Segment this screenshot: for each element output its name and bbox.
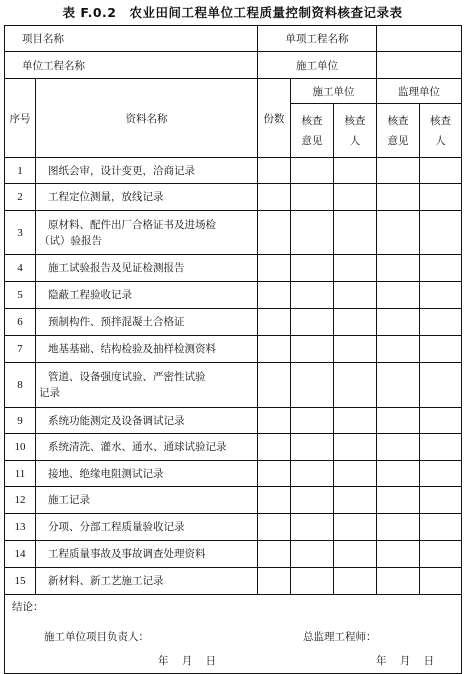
row-copies[interactable] [258, 434, 291, 461]
row-doc-name: 原材料、配件出厂合格证书及进场检 （试）验报告 [36, 211, 258, 255]
construction-unit-value[interactable] [377, 52, 462, 79]
table-row [5, 487, 462, 514]
row-supervision-opinion[interactable] [377, 363, 420, 408]
table-row [5, 408, 462, 434]
col-copies: 份数 [258, 79, 291, 158]
conclusion-label: 结论： [12, 601, 44, 613]
table-row [5, 158, 462, 184]
footer-cell [5, 595, 462, 674]
row-copies[interactable] [258, 408, 291, 434]
supervisor-date-label: 年 月 日 [376, 655, 435, 667]
row-construction-opinion[interactable] [291, 184, 334, 211]
table-row [5, 434, 462, 461]
row-number: 9 [5, 408, 36, 434]
sub-project-label: 单项工程名称 [258, 26, 377, 52]
row-number: 14 [5, 541, 36, 568]
col-supervision-checker: 核查 人 [420, 104, 462, 158]
col-seq: 序号 [5, 79, 36, 158]
row-number: 12 [5, 487, 36, 514]
row-construction-opinion[interactable] [291, 434, 334, 461]
row-construction-checker[interactable] [334, 434, 377, 461]
construction-lead-label: 施工单位项目负责人： [44, 631, 149, 643]
row-copies[interactable] [258, 211, 291, 255]
row-supervision-opinion[interactable] [377, 568, 420, 595]
header-row-project [5, 26, 462, 52]
row-construction-checker[interactable] [334, 336, 377, 363]
row-copies[interactable] [258, 568, 291, 595]
table-row [5, 461, 462, 487]
row-construction-checker[interactable] [334, 487, 377, 514]
header-row-unit [5, 52, 462, 79]
chief-supervisor-label: 总监理工程师： [303, 631, 377, 643]
row-copies[interactable] [258, 514, 291, 541]
row-copies[interactable] [258, 158, 291, 184]
row-construction-checker[interactable] [334, 408, 377, 434]
row-construction-checker[interactable] [334, 255, 377, 282]
row-supervision-checker[interactable] [420, 568, 462, 595]
row-copies[interactable] [258, 541, 291, 568]
row-supervision-checker[interactable] [420, 184, 462, 211]
row-construction-checker[interactable] [334, 184, 377, 211]
footer-row [5, 595, 462, 674]
row-doc-name: 新材料、新工艺施工记录 [36, 568, 258, 595]
row-construction-opinion[interactable] [291, 255, 334, 282]
row-number: 7 [5, 336, 36, 363]
row-supervision-checker[interactable] [420, 434, 462, 461]
row-copies[interactable] [258, 336, 291, 363]
quality-control-table [4, 25, 462, 674]
row-supervision-opinion[interactable] [377, 309, 420, 336]
row-doc-name: 施工试验报告及见证检测报告 [36, 255, 258, 282]
unit-project-label: 单位工程名称 [22, 59, 85, 72]
row-number: 3 [5, 211, 36, 255]
col-doc-name: 资料名称 [36, 79, 258, 158]
row-supervision-opinion[interactable] [377, 434, 420, 461]
unit-project-cell [5, 52, 258, 79]
column-group-header [5, 79, 462, 104]
row-construction-checker[interactable] [334, 461, 377, 487]
col-construction-checker: 核查 人 [334, 104, 377, 158]
row-construction-opinion[interactable] [291, 211, 334, 255]
table-row [5, 568, 462, 595]
row-construction-opinion[interactable] [291, 309, 334, 336]
row-construction-opinion[interactable] [291, 541, 334, 568]
row-number: 15 [5, 568, 36, 595]
row-supervision-checker[interactable] [420, 211, 462, 255]
row-supervision-opinion[interactable] [377, 461, 420, 487]
row-supervision-checker[interactable] [420, 255, 462, 282]
row-supervision-checker[interactable] [420, 363, 462, 408]
row-construction-opinion[interactable] [291, 336, 334, 363]
sub-project-value[interactable] [377, 26, 462, 52]
row-supervision-opinion[interactable] [377, 487, 420, 514]
col-construction-unit: 施工单位 [291, 79, 377, 104]
table-row [5, 309, 462, 336]
project-name-cell [5, 26, 258, 52]
row-supervision-opinion[interactable] [377, 336, 420, 363]
row-doc-name: 地基基础、结构检验及抽样检测资料 [36, 336, 258, 363]
table-row [5, 255, 462, 282]
construction-unit-label: 施工单位 [258, 52, 377, 79]
row-doc-name: 隐蔽工程验收记录 [36, 282, 258, 309]
row-supervision-checker[interactable] [420, 487, 462, 514]
row-supervision-checker[interactable] [420, 309, 462, 336]
table-row [5, 282, 462, 309]
row-construction-checker[interactable] [334, 541, 377, 568]
row-number: 2 [5, 184, 36, 211]
col-supervision-unit: 监理单位 [377, 79, 462, 104]
row-copies[interactable] [258, 184, 291, 211]
row-construction-opinion[interactable] [291, 514, 334, 541]
row-supervision-opinion[interactable] [377, 408, 420, 434]
row-number: 11 [5, 461, 36, 487]
row-supervision-checker[interactable] [420, 158, 462, 184]
row-number: 8 [5, 363, 36, 408]
row-number: 10 [5, 434, 36, 461]
table-row [5, 514, 462, 541]
row-construction-opinion[interactable] [291, 408, 334, 434]
row-copies[interactable] [258, 461, 291, 487]
row-construction-opinion[interactable] [291, 487, 334, 514]
row-construction-opinion[interactable] [291, 461, 334, 487]
row-doc-name: 分项、分部工程质量验收记录 [36, 514, 258, 541]
row-supervision-opinion[interactable] [377, 184, 420, 211]
row-construction-checker[interactable] [334, 363, 377, 408]
row-supervision-opinion[interactable] [377, 211, 420, 255]
row-doc-name: 施工记录 [36, 487, 258, 514]
row-supervision-opinion[interactable] [377, 255, 420, 282]
row-number: 13 [5, 514, 36, 541]
construction-date-label: 年 月 日 [158, 655, 217, 667]
row-supervision-checker[interactable] [420, 541, 462, 568]
col-supervision-opinion: 核查 意见 [377, 104, 420, 158]
row-doc-name: 系统功能测定及设备调试记录 [36, 408, 258, 434]
form-title: 表 F.0.2 农业田间工程单位工程质量控制资料核查记录表 [62, 5, 403, 20]
row-doc-name: 工程定位测量，放线记录 [36, 184, 258, 211]
row-construction-opinion[interactable] [291, 158, 334, 184]
row-construction-checker[interactable] [334, 309, 377, 336]
row-doc-name: 工程质量事故及事故调查处理资料 [36, 541, 258, 568]
row-supervision-opinion[interactable] [377, 514, 420, 541]
row-number: 4 [5, 255, 36, 282]
row-doc-name: 图纸会审，设计变更，洽商记录 [36, 158, 258, 184]
table-row [5, 336, 462, 363]
row-supervision-opinion[interactable] [377, 282, 420, 309]
row-supervision-checker[interactable] [420, 461, 462, 487]
row-construction-checker[interactable] [334, 211, 377, 255]
project-name-label: 项目名称 [22, 33, 64, 45]
row-copies[interactable] [258, 255, 291, 282]
col-construction-opinion: 核查 意见 [291, 104, 334, 158]
table-row [5, 363, 462, 408]
row-supervision-checker[interactable] [420, 514, 462, 541]
row-supervision-checker[interactable] [420, 336, 462, 363]
row-supervision-opinion[interactable] [377, 541, 420, 568]
row-doc-name: 接地、绝缘电阻测试记录 [36, 461, 258, 487]
row-doc-name: 系统清洗、灌水、通水、通球试验记录 [36, 434, 258, 461]
row-construction-opinion[interactable] [291, 363, 334, 408]
row-construction-checker[interactable] [334, 568, 377, 595]
row-doc-name: 预制构件、预拌混凝土合格证 [36, 309, 258, 336]
row-number: 6 [5, 309, 36, 336]
table-row [5, 541, 462, 568]
table-row [5, 184, 462, 211]
row-construction-checker[interactable] [334, 282, 377, 309]
row-construction-opinion[interactable] [291, 568, 334, 595]
row-supervision-opinion[interactable] [377, 158, 420, 184]
row-construction-opinion[interactable] [291, 282, 334, 309]
row-number: 5 [5, 282, 36, 309]
row-copies[interactable] [258, 487, 291, 514]
row-doc-name: 管道、设备强度试验、严密性试验 记录 [36, 363, 258, 408]
table-row [5, 211, 462, 255]
row-copies[interactable] [258, 282, 291, 309]
row-number: 1 [5, 158, 36, 184]
row-supervision-checker[interactable] [420, 282, 462, 309]
row-copies[interactable] [258, 309, 291, 336]
row-construction-checker[interactable] [334, 514, 377, 541]
row-supervision-checker[interactable] [420, 408, 462, 434]
row-copies[interactable] [258, 363, 291, 408]
row-construction-checker[interactable] [334, 158, 377, 184]
